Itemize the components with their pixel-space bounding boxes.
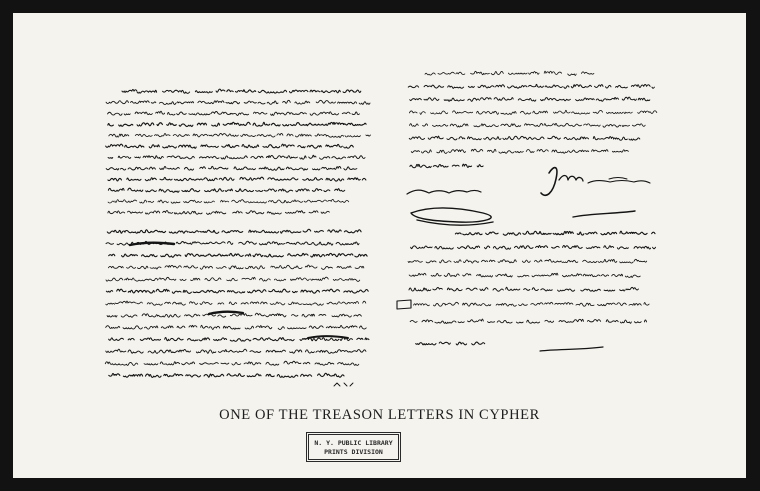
handwritten-line	[106, 277, 360, 281]
handwritten-line	[106, 166, 357, 170]
handwritten-line	[108, 177, 366, 181]
handwritten-line	[410, 123, 646, 127]
handwritten-line	[425, 71, 594, 75]
handwritten-line	[109, 253, 367, 257]
handwritten-line	[108, 122, 366, 126]
handwritten-line	[108, 211, 329, 215]
handwritten-line	[411, 149, 628, 153]
library-stamp	[308, 434, 399, 460]
stamp-line-1: N. Y. PUBLIC LIBRARY	[314, 439, 393, 447]
handwritten-line	[409, 110, 656, 114]
handwritten-line	[410, 319, 646, 323]
handwritten-line	[416, 342, 485, 345]
handwritten-line	[408, 259, 647, 263]
handwritten-line	[411, 246, 656, 250]
handwritten-line	[409, 287, 638, 291]
handwritten-line	[109, 133, 371, 137]
stamp-line-2: PRINTS DIVISION	[324, 448, 383, 456]
handwritten-line	[106, 325, 367, 329]
handwritten-line	[409, 136, 640, 140]
handwritten-line	[122, 89, 361, 93]
caption: ONE OF THE TREASON LETTERS IN CYPHER	[219, 407, 540, 423]
handwritten-line	[108, 155, 365, 159]
handwritten-line	[109, 373, 344, 377]
handwritten-line	[106, 301, 366, 305]
handwritten-line	[107, 313, 361, 317]
handwritten-line	[106, 144, 354, 148]
handwritten-line	[108, 188, 344, 192]
handwritten-line	[414, 302, 649, 306]
handwritten-line	[106, 289, 368, 293]
handwritten-line	[108, 265, 363, 269]
print-sheet	[13, 13, 746, 478]
handwritten-line	[455, 231, 655, 235]
handwritten-line	[408, 84, 654, 88]
handwritten-line	[106, 100, 370, 104]
handwritten-line	[107, 229, 361, 233]
handwritten-line	[108, 111, 360, 115]
handwritten-line	[410, 164, 483, 168]
handwritten-line	[410, 97, 650, 101]
handwritten-line	[409, 273, 640, 277]
letter-left-page	[105, 89, 370, 377]
handwritten-line	[105, 361, 359, 365]
handwritten-line	[106, 349, 366, 353]
handwritten-line	[109, 337, 369, 341]
handwritten-line	[108, 199, 349, 203]
